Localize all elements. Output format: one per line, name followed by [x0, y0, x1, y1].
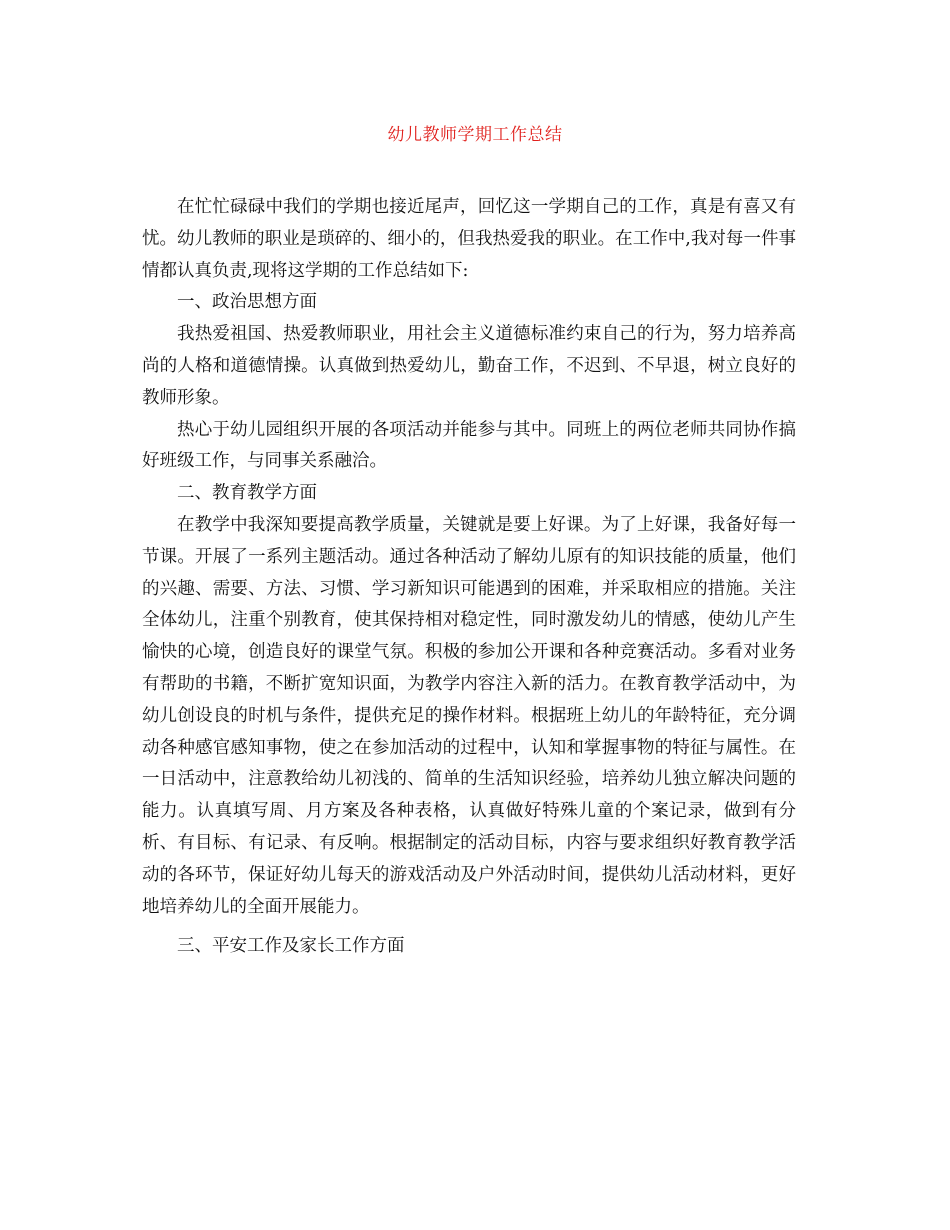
- intro-paragraph: 在忙忙碌碌中我们的学期也接近尾声，回忆这一学期自己的工作，真是有喜又有忧。幼儿教师的职业是琐碎的、细小的，但我热爱我的职业。在工作中,我对每一件事情都认真负责,现将这学期的工作总结如下:: [142, 197, 796, 281]
- document-title: 幼儿教师学期工作总结: [387, 125, 563, 145]
- section-heading-politics: 一、政治思想方面: [177, 292, 317, 313]
- document-body: [142, 192, 796, 963]
- section-heading-safety: 三、平安工作及家长工作方面: [177, 936, 405, 957]
- section-heading-teaching: 二、教育教学方面: [177, 483, 317, 504]
- politics-paragraph-1: 我热爱祖国、热爱教师职业，用社会主义道德标准约束自己的行为，努力培养高尚的人格和道德情操。认真做到热爱幼儿，勤奋工作，不迟到、不早退，树立良好的教师形象。: [142, 324, 796, 408]
- teaching-paragraph: 在教学中我深知要提高教学质量，关键就是要上好课。为了上好课，我备好每一节课。开展了一系列主题活动。通过各种活动了解幼儿原有的知识技能的质量，他们的兴趣、需要、方法、习惯、学习新知识可能遇到的困难，并采取相应的措施。关注全体幼儿，注重个别教育，使其保持相对稳定性，同时激发幼儿的情感，使幼儿产生愉快的心境，创造良好的课堂气氛。积极的参加公开课和各种竞赛活动。多看对业务有帮助的书籍，不断扩宽知识面，为教学内容注入新的活力。在教育教学活动中，为幼儿创设良的时机与条件，提供充足的操作材料。根据班上幼儿的年龄特征，充分调动各种感官感知事物，使之在参加活动的过程中，认知和掌握事物的特征与属性。在一日活动中，注意教给幼儿初浅的、简单的生活知识经验，培养幼儿独立解决问题的能力。认真填写周、月方案及各种表格，认真做好特殊儿童的个案记录，做到有分析、有目标、有记录、有反响。根据制定的活动目标，内容与要求组织好教育教学活动的各环节，保证好幼儿每天的游戏活动及户外活动时间，提供幼儿活动材料，更好地培养幼儿的全面开展能力。: [142, 514, 796, 917]
- politics-paragraph-2: 热心于幼儿园组织开展的各项活动并能参与其中。同班上的两位老师共同协作搞好班级工作，与同事关系融洽。: [142, 419, 796, 472]
